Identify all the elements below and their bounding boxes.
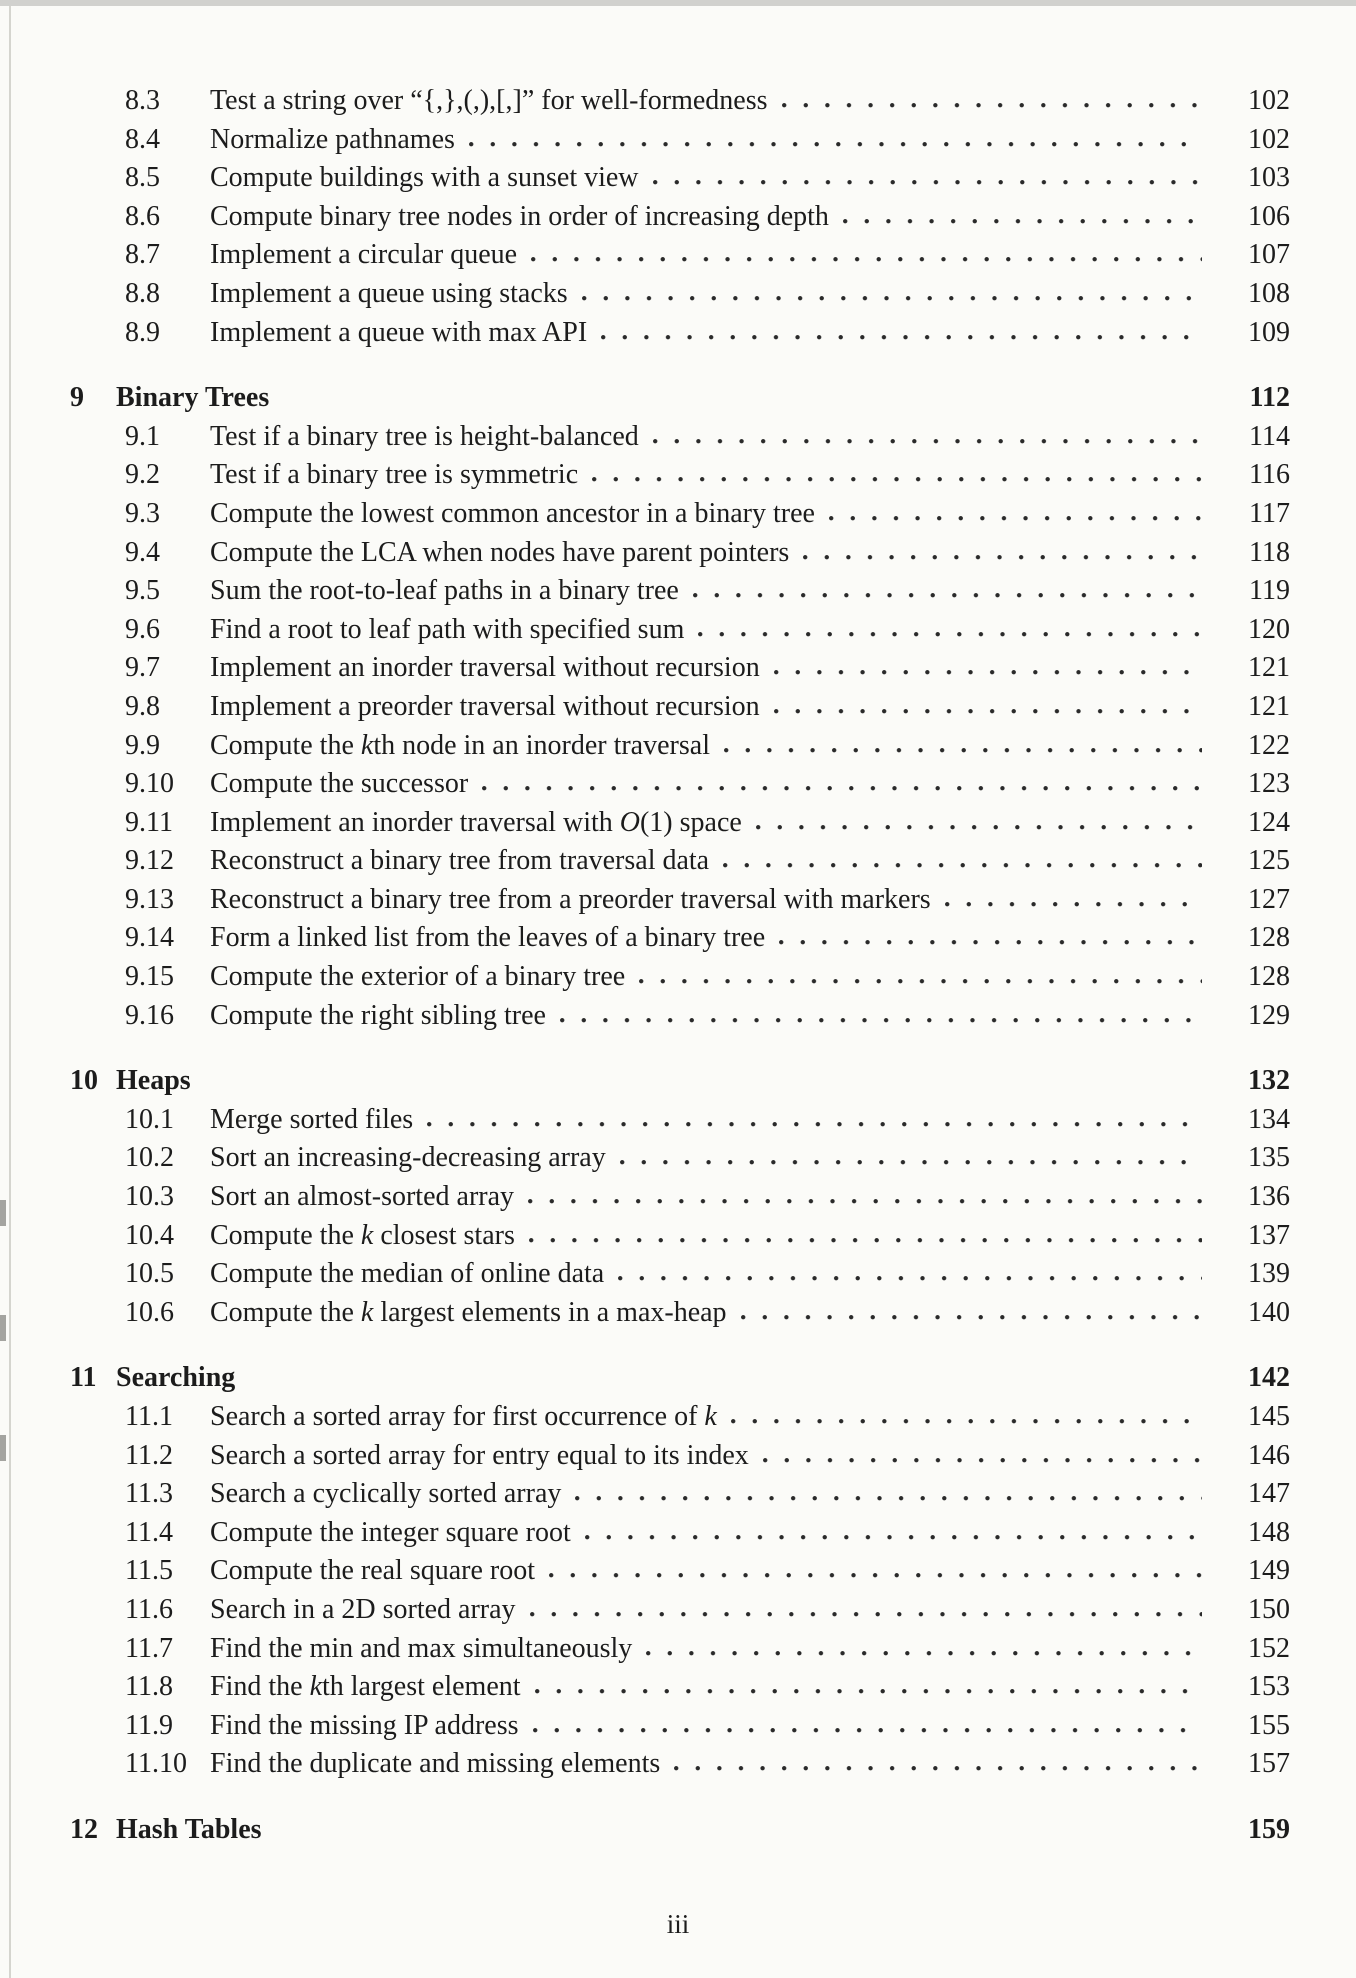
section-title: Reconstruct a binary tree from traversal data	[210, 845, 710, 877]
page-number-footer: iii	[666, 1909, 690, 1939]
scan-mark	[0, 1435, 6, 1461]
section-title: Implement a preorder traversal without recursion	[210, 690, 760, 722]
dot-leader	[779, 938, 1202, 946]
scan-left-edge	[9, 6, 11, 1978]
section-title: Compute the integer square root	[210, 1516, 571, 1548]
section-title: Sum the root-to-leaf paths in a binary tree	[210, 575, 679, 607]
section-number: 9.2	[125, 459, 160, 491]
section-number: 8.9	[125, 316, 160, 348]
scan-mark	[0, 1315, 6, 1341]
section-page-number: 153	[1248, 1671, 1290, 1703]
dot-leader	[774, 668, 1202, 676]
dot-leader	[829, 514, 1202, 522]
section-number: 9.12	[125, 845, 174, 877]
section-number: 10.2	[125, 1142, 174, 1174]
dot-leader	[693, 591, 1202, 599]
section-page-number: 102	[1248, 85, 1290, 116]
toc-section-row	[70, 121, 1290, 160]
toc-section-row	[70, 1101, 1290, 1140]
dot-leader	[724, 746, 1202, 754]
section-title: Reconstruct a binary tree from a preorder traversal with markers	[210, 883, 931, 915]
section-page-number: 152	[1248, 1632, 1290, 1664]
section-page-number: 121	[1248, 652, 1290, 684]
toc-chapter-row	[70, 1359, 1290, 1398]
toc-section-row	[70, 804, 1290, 843]
section-title: Implement an inorder traversal without recursion	[210, 652, 760, 684]
section-page-number: 145	[1248, 1401, 1290, 1432]
section-page-number: 117	[1249, 497, 1290, 529]
section-page-number: 140	[1248, 1296, 1290, 1328]
section-page-number: 134	[1248, 1103, 1290, 1135]
toc-section-row	[70, 495, 1290, 534]
section-number: 11.5	[125, 1555, 173, 1587]
section-number: 11.2	[125, 1439, 173, 1471]
chapter-number: 10	[70, 1065, 98, 1097]
dot-leader	[698, 630, 1202, 638]
section-title: Merge sorted files	[210, 1103, 414, 1135]
dot-leader	[560, 1016, 1202, 1024]
section-number: 11.10	[125, 1748, 187, 1780]
toc-section-row	[70, 314, 1290, 353]
section-number: 10.6	[125, 1296, 174, 1328]
section-number: 9.4	[125, 536, 160, 568]
toc-section-row	[70, 275, 1290, 314]
section-title: Compute the exterior of a binary tree	[210, 961, 626, 993]
dot-leader	[533, 1726, 1202, 1734]
dot-leader	[653, 178, 1202, 186]
section-number: 9.8	[125, 690, 160, 722]
toc-chapter-row	[70, 1811, 1290, 1850]
dot-leader	[528, 1197, 1202, 1205]
section-number: 9.10	[125, 768, 174, 800]
dot-leader	[782, 101, 1203, 109]
section-number: 8.3	[125, 85, 160, 116]
toc-section-row	[70, 82, 1290, 121]
section-title: Compute the median of online data	[210, 1258, 605, 1290]
dot-leader	[763, 1456, 1202, 1464]
section-page-number: 108	[1248, 277, 1290, 309]
toc-section-row	[70, 456, 1290, 495]
dot-leader	[582, 294, 1202, 302]
dot-leader	[674, 1764, 1202, 1772]
dot-leader	[723, 861, 1202, 869]
section-number: 10.4	[125, 1219, 174, 1251]
toc-section-row	[70, 1745, 1290, 1784]
dot-leader	[618, 1274, 1202, 1282]
toc-section-row	[70, 1437, 1290, 1476]
section-title: Compute the LCA when nodes have parent pointers	[210, 536, 790, 568]
section-number: 10.3	[125, 1181, 174, 1213]
section-title: Test if a binary tree is height-balanced	[210, 420, 639, 452]
dot-leader	[529, 1236, 1202, 1244]
dot-leader	[620, 1158, 1202, 1166]
dot-leader	[639, 977, 1202, 985]
section-title: Find the min and max simultaneously	[210, 1632, 633, 1664]
dot-leader	[575, 1494, 1202, 1502]
section-title: Compute the real square root	[210, 1555, 536, 1587]
section-number: 11.8	[125, 1671, 173, 1703]
toc-section-row	[70, 534, 1290, 573]
section-title: Compute the k closest stars	[210, 1219, 515, 1251]
section-page-number: 109	[1248, 316, 1290, 348]
toc-section-row	[70, 1514, 1290, 1553]
chapter-page-number: 112	[1249, 382, 1290, 414]
section-page-number: 135	[1248, 1142, 1290, 1174]
toc-section-row	[70, 418, 1290, 457]
toc-section-row	[70, 649, 1290, 688]
section-page-number: 157	[1248, 1748, 1290, 1780]
section-page-number: 148	[1248, 1516, 1290, 1548]
section-number: 8.8	[125, 277, 160, 309]
dot-leader	[482, 784, 1202, 792]
section-number: 11.9	[125, 1709, 173, 1741]
section-page-number: 124	[1248, 806, 1290, 838]
toc-section-row	[70, 236, 1290, 275]
section-page-number: 119	[1249, 575, 1290, 607]
section-page-number: 125	[1248, 845, 1290, 877]
section-title: Implement an inorder traversal with O(1) space	[210, 806, 742, 838]
dot-leader	[741, 1313, 1202, 1321]
section-title: Find the duplicate and missing elements	[210, 1748, 661, 1780]
section-number: 10.5	[125, 1258, 174, 1290]
section-number: 11.3	[125, 1478, 173, 1510]
toc-section-row	[70, 1139, 1290, 1178]
dot-leader	[427, 1120, 1202, 1128]
dot-leader	[585, 1533, 1202, 1541]
section-page-number: 107	[1248, 239, 1290, 271]
section-number: 9.16	[125, 999, 174, 1031]
toc-section-row	[70, 1217, 1290, 1256]
section-title: Normalize pathnames	[210, 123, 455, 155]
section-page-number: 120	[1248, 613, 1290, 645]
scan-mark	[0, 1200, 6, 1226]
section-page-number: 114	[1249, 420, 1290, 452]
section-page-number: 116	[1249, 459, 1290, 491]
section-page-number: 128	[1248, 961, 1290, 993]
section-page-number: 150	[1248, 1593, 1290, 1625]
section-page-number: 128	[1248, 922, 1290, 954]
section-title: Search a cyclically sorted array	[210, 1478, 562, 1510]
toc-section-row	[70, 997, 1290, 1036]
section-title: Compute buildings with a sunset view	[210, 162, 639, 194]
section-title: Test a string over “{,},(,),[,]” for well-formedness	[210, 85, 768, 116]
chapter-number: 11	[70, 1362, 97, 1394]
section-page-number: 121	[1248, 690, 1290, 722]
dot-leader	[531, 255, 1202, 263]
section-page-number: 146	[1248, 1439, 1290, 1471]
section-number: 9.1	[125, 420, 160, 452]
dot-leader	[530, 1610, 1202, 1618]
toc-section-row	[70, 1255, 1290, 1294]
section-title: Search in a 2D sorted array	[210, 1593, 516, 1625]
section-title: Find a root to leaf path with specified sum	[210, 613, 685, 645]
section-number: 11.7	[125, 1632, 173, 1664]
section-number: 9.9	[125, 729, 160, 761]
section-number: 10.1	[125, 1103, 174, 1135]
section-title: Search a sorted array for first occurrence of k	[210, 1401, 717, 1432]
toc-section-row	[70, 727, 1290, 766]
toc-section-row	[70, 198, 1290, 237]
section-number: 11.1	[125, 1401, 173, 1432]
section-title: Sort an increasing-decreasing array	[210, 1142, 606, 1174]
section-number: 11.6	[125, 1593, 173, 1625]
table-of-contents	[70, 82, 1290, 1850]
toc-section-row	[70, 958, 1290, 997]
toc-section-row	[70, 1398, 1290, 1437]
chapter-number: 9	[70, 382, 84, 414]
dot-leader	[653, 437, 1202, 445]
section-page-number: 106	[1248, 200, 1290, 232]
dot-leader	[731, 1417, 1202, 1425]
toc-section-row	[70, 842, 1290, 881]
section-page-number: 155	[1248, 1709, 1290, 1741]
scan-top-edge	[0, 0, 1356, 6]
section-title: Compute the successor	[210, 768, 469, 800]
section-title: Compute binary tree nodes in order of increasing depth	[210, 200, 829, 232]
toc-section-row	[70, 881, 1290, 920]
toc-section-row	[70, 1294, 1290, 1333]
section-page-number: 129	[1248, 999, 1290, 1031]
chapter-title: Hash Tables	[116, 1813, 262, 1845]
toc-section-row	[70, 1707, 1290, 1746]
section-number: 8.4	[125, 123, 160, 155]
section-page-number: 136	[1248, 1181, 1290, 1213]
section-title: Compute the kth node in an inorder traversal	[210, 729, 710, 761]
section-number: 9.11	[125, 806, 173, 838]
section-number: 8.5	[125, 162, 160, 194]
toc-section-row	[70, 765, 1290, 804]
dot-leader	[945, 900, 1202, 908]
section-page-number: 102	[1248, 123, 1290, 155]
toc-section-row	[70, 1630, 1290, 1669]
section-title: Sort an almost-sorted array	[210, 1181, 515, 1213]
section-page-number: 139	[1248, 1258, 1290, 1290]
dot-leader	[843, 217, 1202, 225]
dot-leader	[756, 823, 1202, 831]
section-number: 11.4	[125, 1516, 173, 1548]
section-page-number: 123	[1248, 768, 1290, 800]
section-number: 9.7	[125, 652, 160, 684]
section-number: 9.15	[125, 961, 174, 993]
section-number: 8.6	[125, 200, 160, 232]
toc-section-row	[70, 572, 1290, 611]
toc-chapter-row	[70, 379, 1290, 418]
section-title: Implement a queue with max API	[210, 316, 588, 348]
dot-leader	[469, 140, 1202, 148]
section-title: Implement a queue using stacks	[210, 277, 568, 309]
dot-leader	[646, 1649, 1202, 1657]
section-number: 9.13	[125, 883, 174, 915]
dot-leader	[601, 333, 1202, 341]
section-number: 9.3	[125, 497, 160, 529]
section-page-number: 137	[1248, 1219, 1290, 1251]
section-title: Find the missing IP address	[210, 1709, 519, 1741]
chapter-title: Searching	[116, 1362, 236, 1394]
toc-section-row	[70, 1552, 1290, 1591]
section-title: Compute the right sibling tree	[210, 999, 546, 1031]
section-title: Find the kth largest element	[210, 1671, 521, 1703]
section-title: Compute the lowest common ancestor in a binary tree	[210, 497, 815, 529]
chapter-page-number: 132	[1248, 1065, 1290, 1097]
section-title: Search a sorted array for entry equal to its index	[210, 1439, 749, 1471]
section-page-number: 103	[1248, 162, 1290, 194]
chapter-page-number: 142	[1248, 1362, 1290, 1394]
toc-section-row	[70, 1475, 1290, 1514]
section-number: 8.7	[125, 239, 160, 271]
section-page-number: 127	[1248, 883, 1290, 915]
section-title: Compute the k largest elements in a max-heap	[210, 1296, 727, 1328]
section-page-number: 149	[1248, 1555, 1290, 1587]
section-title: Form a linked list from the leaves of a binary tree	[210, 922, 766, 954]
dot-leader	[774, 707, 1202, 715]
dot-leader	[803, 553, 1202, 561]
dot-leader	[535, 1687, 1202, 1695]
section-page-number: 147	[1248, 1478, 1290, 1510]
section-number: 9.14	[125, 922, 174, 954]
section-number: 9.6	[125, 613, 160, 645]
chapter-title: Binary Trees	[116, 382, 270, 414]
section-title: Implement a circular queue	[210, 239, 518, 271]
section-number: 9.5	[125, 575, 160, 607]
section-page-number: 118	[1249, 536, 1290, 568]
toc-section-row	[70, 611, 1290, 650]
toc-section-row	[70, 1591, 1290, 1630]
dot-leader	[549, 1571, 1202, 1579]
chapter-number: 12	[70, 1813, 98, 1845]
section-page-number: 122	[1248, 729, 1290, 761]
chapter-title: Heaps	[116, 1065, 191, 1097]
toc-section-row	[70, 1668, 1290, 1707]
toc-section-row	[70, 1178, 1290, 1217]
toc-section-row	[70, 159, 1290, 198]
toc-section-row	[70, 688, 1290, 727]
toc-section-row	[70, 919, 1290, 958]
dot-leader	[592, 475, 1202, 483]
chapter-page-number: 159	[1248, 1813, 1290, 1845]
section-title: Test if a binary tree is symmetric	[210, 459, 579, 491]
toc-chapter-row	[70, 1062, 1290, 1101]
